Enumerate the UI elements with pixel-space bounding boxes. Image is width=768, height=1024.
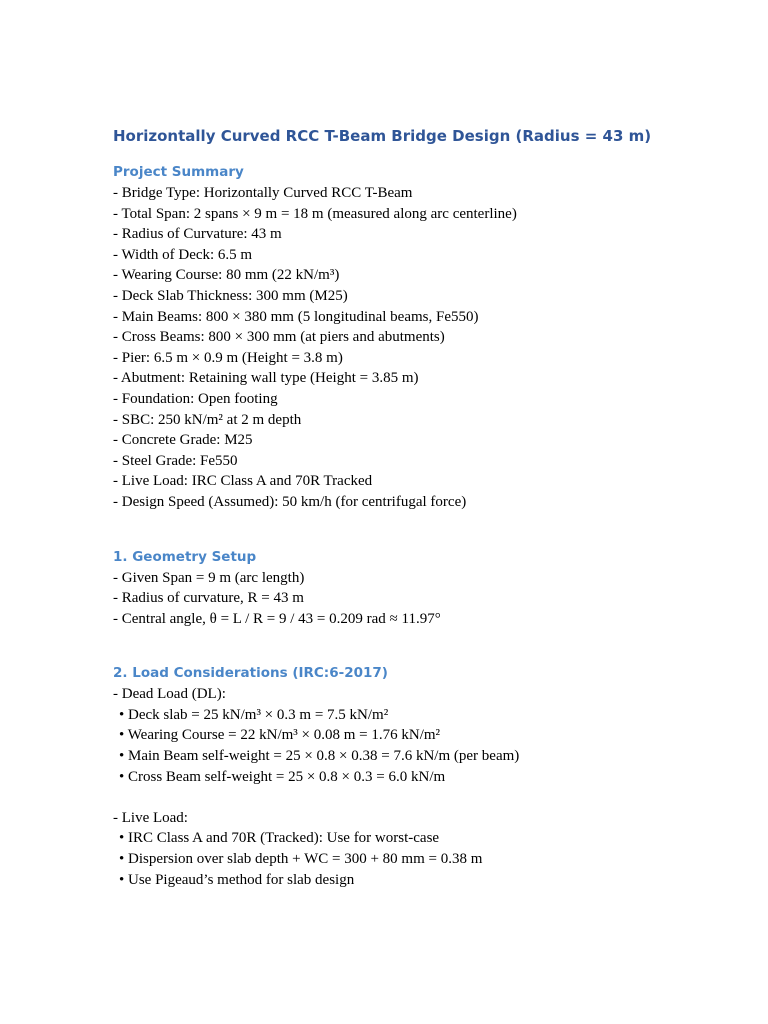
dead-load-item: • Main Beam self-weight = 25 × 0.8 × 0.38 = 7.6 kN/m (per beam) <box>119 748 520 765</box>
summary-line: - Pier: 6.5 m × 0.9 m (Height = 3.8 m) <box>113 349 343 366</box>
summary-line: - Total Span: 2 spans × 9 m = 18 m (measured along arc centerline) <box>113 205 517 222</box>
document-page <box>113 124 743 890</box>
summary-line: - Main Beams: 800 × 380 mm (5 longitudinal beams, Fe550) <box>113 308 479 325</box>
summary-line: - Cross Beams: 800 × 300 mm (at piers and abutments) <box>113 329 445 346</box>
dead-load-item: • Cross Beam self-weight = 25 × 0.8 × 0.3 = 6.0 kN/m <box>119 768 446 785</box>
geometry-setup-section <box>113 546 743 630</box>
dead-load-item: • Wearing Course = 22 kN/m³ × 0.08 m = 1.76 kN/m² <box>119 727 441 744</box>
project-summary-section <box>113 161 743 513</box>
section-heading-load-considerations: 2. Load Considerations (IRC:6-2017) <box>113 665 388 682</box>
geometry-line: - Central angle, θ = L / R = 9 / 43 = 0.209 rad ≈ 11.97° <box>113 610 441 627</box>
summary-line: - Wearing Course: 80 mm (22 kN/m³) <box>113 267 340 284</box>
summary-line: - Deck Slab Thickness: 300 mm (M25) <box>113 287 348 304</box>
load-considerations-section <box>113 662 743 890</box>
live-load-item: • IRC Class A and 70R (Tracked): Use for worst-case <box>119 830 440 847</box>
live-load-label: - Live Load: <box>113 809 188 826</box>
live-load-item: • Dispersion over slab depth + WC = 300 + 80 mm = 0.38 m <box>119 851 483 868</box>
live-load-item: • Use Pigeaud’s method for slab design <box>119 871 355 888</box>
summary-line: - Bridge Type: Horizontally Curved RCC T-Beam <box>113 185 413 201</box>
summary-line: - Design Speed (Assumed): 50 km/h (for centrifugal force) <box>113 493 467 510</box>
geometry-line: - Radius of curvature, R = 43 m <box>113 590 304 607</box>
summary-line: - Live Load: IRC Class A and 70R Tracked <box>113 473 373 490</box>
dead-load-item: • Deck slab = 25 kN/m³ × 0.3 m = 7.5 kN/m² <box>119 706 389 723</box>
document-title: Horizontally Curved RCC T-Beam Bridge Design (Radius = 43 m) <box>113 127 652 145</box>
section-heading-project-summary: Project Summary <box>113 164 244 180</box>
summary-line: - Abutment: Retaining wall type (Height = 3.85 m) <box>113 370 419 387</box>
section-heading-geometry-setup: 1. Geometry Setup <box>113 548 257 565</box>
summary-line: - Steel Grade: Fe550 <box>113 452 238 469</box>
dead-load-label: - Dead Load (DL): <box>113 686 226 703</box>
geometry-line: - Given Span = 9 m (arc length) <box>113 569 305 586</box>
summary-line: - Radius of Curvature: 43 m <box>113 226 282 243</box>
summary-line: - Width of Deck: 6.5 m <box>113 246 253 263</box>
summary-line: - SBC: 250 kN/m² at 2 m depth <box>113 411 302 428</box>
summary-line: - Concrete Grade: M25 <box>113 432 253 449</box>
summary-line: - Foundation: Open footing <box>113 390 278 407</box>
